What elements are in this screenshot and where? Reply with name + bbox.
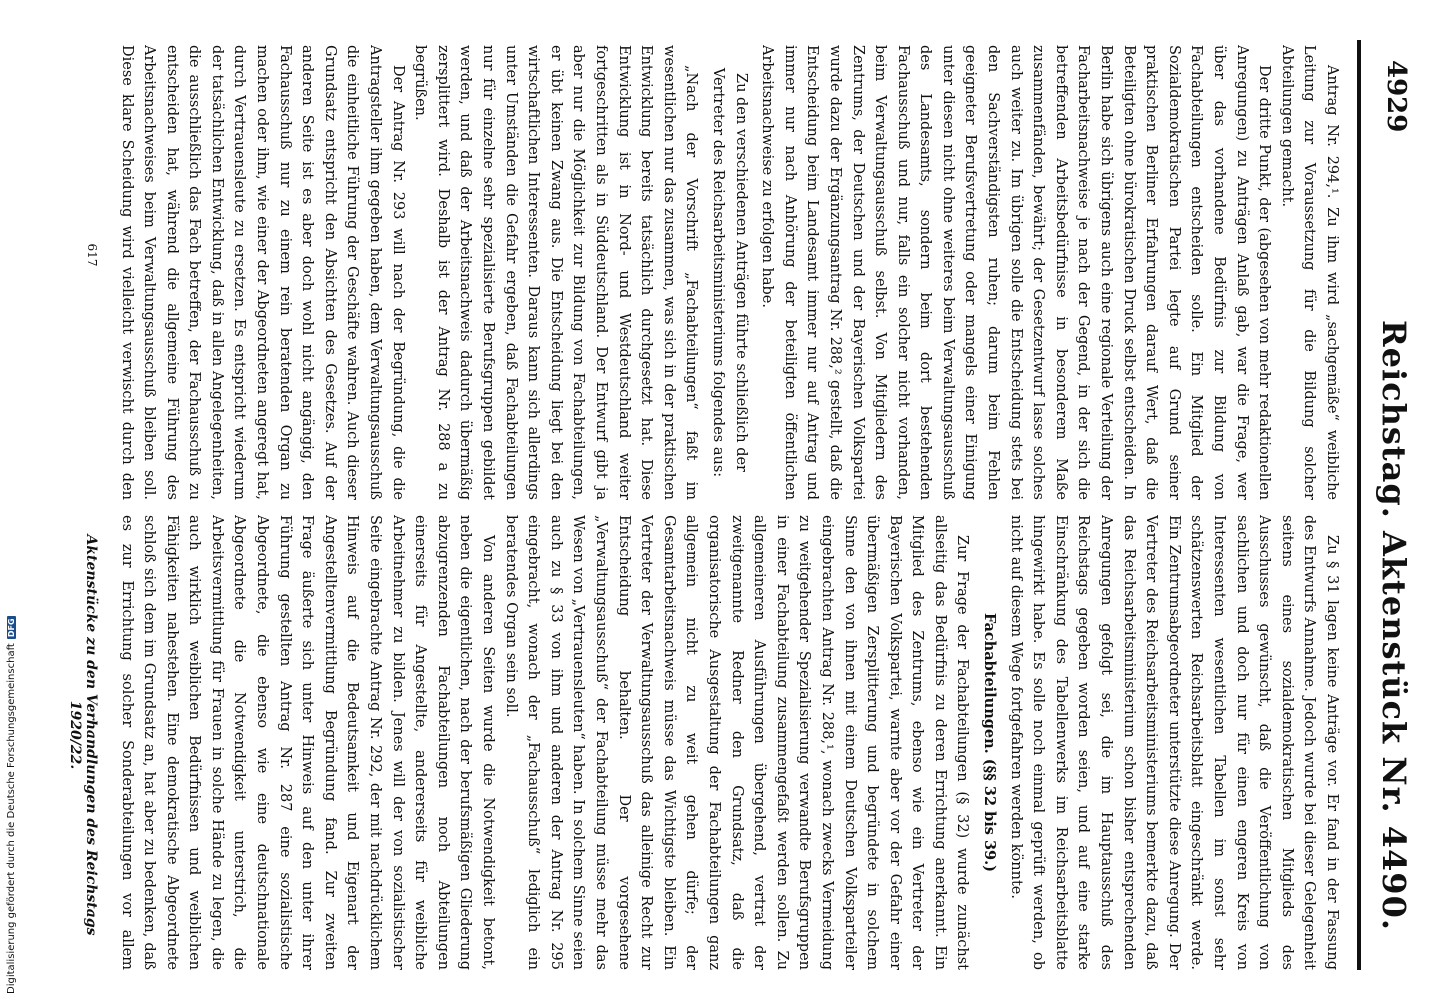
page-footer: [69, 60, 99, 950]
paragraph: „Nach der Vorschrift „Fachabteilungen“ faßt im wesentlichen nur das zusammen, was sich in der praktischen Entwicklung bereits tatsächlich durchgesetzt hat. Diese Entwicklung ist in Nord- und Westdeutschland weiter fortgeschritten als in Süddeutschland. Der Entwurf gibt ja aber nur die Möglichkeit zur Bildung von Fachabteilungen, er übt keinen Zwang aus. Die Entscheidung liegt bei den wirtschaftlichen Interessenten. Daraus kann sich allerdings unter Umständen die Gefahr ergeben, daß Fachabteilungen nur für einzelne sehr spezialisierte Berufsgruppen gebildet werden, und daß der Arbeitsnachweis dadurch übermäßig zersplittert wird. Deshalb ist der Antrag Nr. 288 a zu begrüßen.: [412, 45, 700, 500]
paragraph: Antrag Nr. 294,¹. Zu ihm wird „sachgemäße“ weibliche Leitung zur Voraussetzung für die Bildung solcher Abteilungen gemacht.: [1278, 45, 1340, 500]
paragraph: Der Antrag Nr. 293 will nach der Begründung, die die Antragsteller ihm gegeben haben, dem Verwaltungsausschuß die einheitliche Führung der Geschäfte wahren. Auch dieser Grundsatz entspricht den Absichten des Gesetzes. Auf der anderen Seite ist es aber doch wohl nicht angängig, den Fachausschuß nur zu einem rein beratenden Organ zu machen oder ihm, wie einer der Abgeordneten angeregt hat, durch Vertrauensleute zu ersetzen. Es entspricht wiederum der tatsächlichen Entwicklung, daß in allen Angelegenheiten, die ausschließlich das Fach betreffen, der Fachausschuß zu entscheiden hat, während die allgemeine Führung des Arbeitsnachweises beim Verwaltungsausschuß bleiben soll. Diese klare Scheidung wird vielleicht verwischt durch den: [118, 45, 406, 500]
paragraph: Zu § 31 lagen keine Anträge vor. Er fand in der Fassung des Entwurfs Annahme. Jedoch wurde bei dieser Gelegenheit seitens eines sozialdemokratischen Mitglieds des Ausschusses gewünscht, daß die Veröffentlichung von sachlichen und doch nur für einen engeren Kreis von Interessenten wesentlichen Tabellen im sonst sehr schätzenswerten Reichsarbeitsblatt eingeschränkt werde. Ein Zentrumsabgeordneter unterstützte diese Anregung. Der Vertreter des Reichsarbeitsministeriums bemerkte dazu, daß das Reichsarbeitsministerium schon bisher entsprechenden Anregungen gefolgt sei, die im Hauptausschuß des Reichstags gegeben worden seien, und auf eine starke Einschränkung des Tabellenwerks im Reichsarbeitsblatte hingewirkt habe. Es solle noch einmal geprüft werden, ob nicht auf diesem Wege fortgefahren werden könnte.: [1007, 515, 1340, 970]
digitization-note: [6, 616, 17, 994]
footer-source: Aktenstücke zu den Verhandlungen des Reichstags 1920/22.: [67, 534, 99, 936]
paragraph: Zur Frage der Fachabteilungen (§ 32) wurde zunächst allseitig das Bedürfnis zu deren Errichtung anerkannt. Ein Mitglied des Zentrums, ebenso wie ein Vertreter der Bayerischen Volkspartei, warnte aber vor der Gefahr einer übermäßigen Zersplitterung und begründete in solchem Sinne den von ihnen mit einem Deutschen Volksparteiler eingebrachten Antrag Nr. 288,¹, wonach zwecks Vermeidung zu weitgehender Spezialisierung verwandte Berufsgruppen in einer Fachabteilung zusammengefaßt werden sollen. Zu allgemeineren Ausführungen übergehend, vertrat der zweitgenannte Redner den Grundsatz, daß die organisatorische Ausgestaltung der Fachabteilungen ganz allgemein nicht zu weit gehen dürfe; der Gesamtarbeitsnachweis müsse das Wichtigste bleiben. Ein Vertreter der Verwaltungsausschuß das alleinige Recht zur Entscheidung behalten. Der vorgesehene „Verwaltungsausschuß“ der Fachabteilung müsse mehr das Wesen von „Vertrauensleuten“ haben. In solchem Sinne seien auch zu § 33 von ihm und anderen der Antrag Nr. 295 eingebracht, wonach der „Fachausschuß“ lediglich ein beratendes Organ sein soll.: [502, 515, 971, 970]
right-column: [113, 515, 1343, 970]
page-title: Reichstag. Aktenstück Nr. 4490.: [1375, 320, 1413, 931]
footer-page-number: 617: [85, 243, 99, 267]
document-page: [39, 20, 1419, 990]
header-rule: [1357, 40, 1361, 970]
section-heading: Fachabteilungen. (§§ 32 bis 39.): [981, 612, 999, 873]
page-number: 4929: [1381, 60, 1411, 133]
left-column: [113, 45, 1343, 500]
page-header: [1361, 20, 1419, 990]
paragraph: Der dritte Punkt, der (abgesehen von mehr redaktionellen Anregungen) zu Anträgen Anlaß gab, war die Frage, wer über das vorhandene Bedürfnis zur Bildung von Fachabteilungen entscheiden solle. Ein Mitglied der Sozialdemokratischen Partei legte auf Grund seiner praktischen Berliner Erfahrungen darauf Wert, daß die Beteiligten ohne bürokratischen Druck selbst entscheiden. In Berlin habe sich übrigens auch eine regionale Verteilung der Facharbeitsnachweise je nach der Gegend, in der sich die betreffenden Arbeitsbedürfnisse in besonderem Maße zusammenfänden, bewährt; der Gesetzentwurf lasse solches auch weiter zu. Im übrigen solle die Entscheidung stets bei den Sachverständigsten ruhen; darum beim Fehlen geeigneter Berufsvertretung oder mangels einer Einigung unter diesen nicht ohne weiteres beim Verwaltungsausschuß des Landesamts, sondern beim dort bestehenden Fachausschuß und nur, falls ein solcher nicht vorhanden, beim Verwaltungsausschuß selbst. Von Mitgliedern des Zentrums, der Deutschen und der Bayerischen Volkspartei wurde dazu der Ergänzungsantrag Nr. 288,² gestellt, daß die Entscheidung beim Landesamt immer nur auf Antrag und immer nur nach Anhörung der beteiligten öffentlichen Arbeitsnachweise zu erfolgen habe.: [759, 45, 1273, 500]
side-note-text: Digitalisierung gefördert durch die Deutsche Forschungsgemeinschaft: [6, 643, 17, 994]
paragraph: Von anderen Seiten wurde die Notwendigkeit betont, neben die eigentlichen, nach der berufsmäßigen Gliederung abzugrenzenden Fachabteilungen noch Abteilungen einerseits für Angestellte, andererseits für weibliche Arbeitnehmer zu bilden. Jenes will der von sozialistischer Seite eingebrachte Antrag Nr. 292, der mit nachdrücklichem Hinweis auf die Bedeutsamkeit und Eigenart der Angestelltenvermittlung Begründung fand. Zur zweiten Frage äußerte sich unter Hinweis auf den unter ihrer Führung gestellten Antrag Nr. 287 eine sozialistische Abgeordnete, die ebenso wie eine deutschnationale Abgeordnete die Notwendigkeit unterstrich, die Arbeitsvermittlung für Frauen in solche Hände zu legen, die auch wirklich weiblichen Bedürfnissen und weiblichen Fähigkeiten nahestehen. Eine demokratische Abgeordnete schloß sich dem im Grundsatz an, hat aber zu bedenken, daß es zur Errichtung solcher Sonderabteilungen vor allem: [118, 515, 497, 970]
paragraph: Zu den verschiedenen Anträgen führte schließlich der Vertreter des Reichsarbeitsministeriums folgendes aus:: [709, 67, 749, 478]
dfg-logo-icon: DFG: [7, 618, 16, 638]
